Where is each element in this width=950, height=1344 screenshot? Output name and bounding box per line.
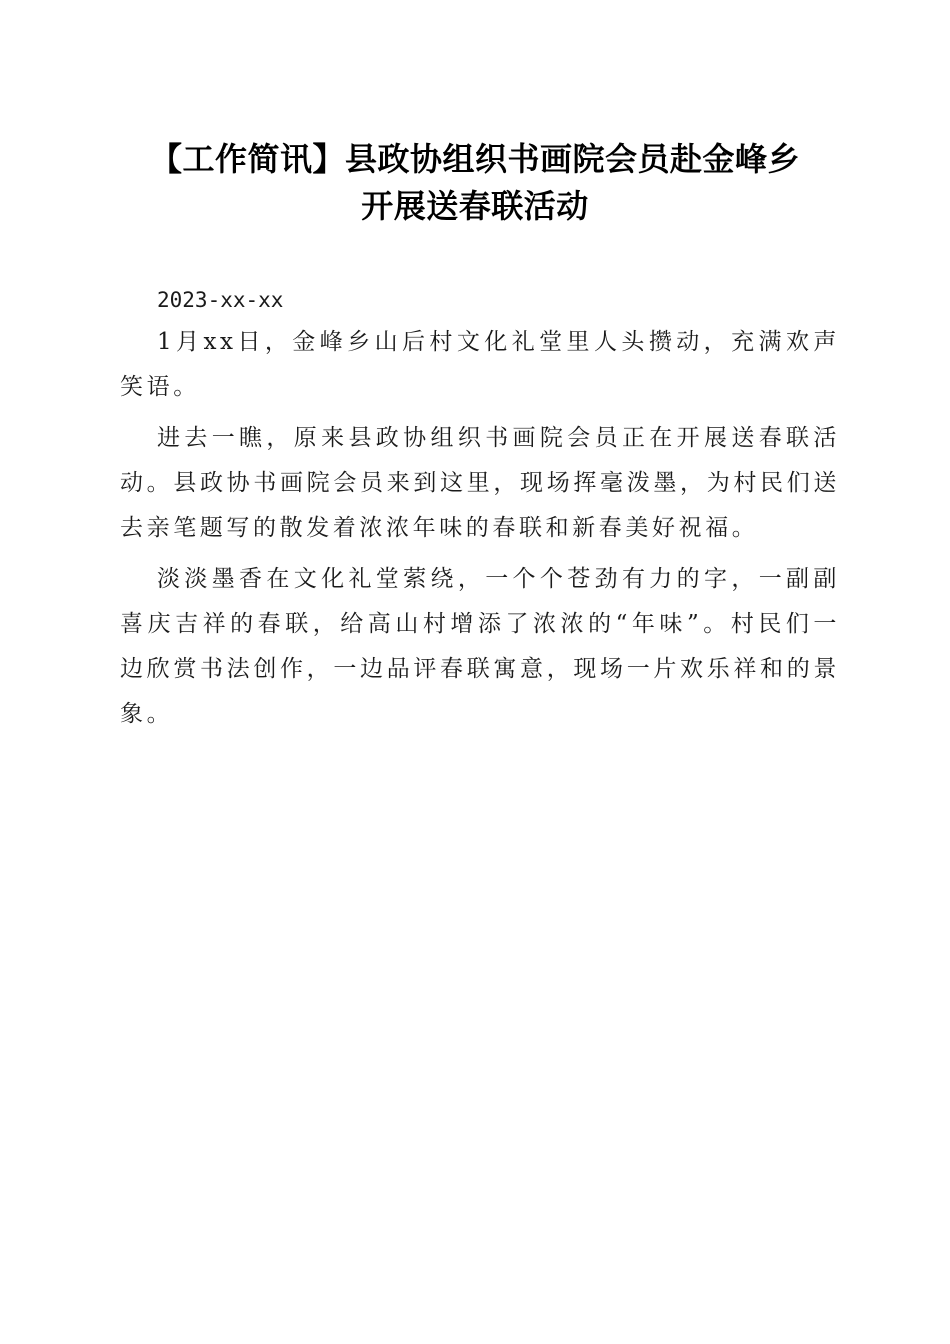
paragraph-1: 1月xx日，金峰乡山后村文化礼堂里人头攒动，充满欢声笑语。 xyxy=(120,329,840,400)
document-body xyxy=(120,281,840,743)
title-line-1: 【工作简讯】县政协组织书画院会员赴金峰乡 xyxy=(149,140,800,178)
page-title xyxy=(100,136,850,230)
paragraph-3: 淡淡墨香在文化礼堂萦绕，一个个苍劲有力的字，一副副喜庆吉祥的春联，给高山村增添了浓浓的“年味”。村民们一边欣赏书法创作，一边品评春联寓意，现场一片欢乐祥和的景象。 xyxy=(120,566,840,727)
title-line-2: 开展送春联活动 xyxy=(361,187,589,225)
publish-date: 2023-xx-xx xyxy=(157,288,284,312)
paragraph-2: 进去一瞧，原来县政协组织书画院会员正在开展送春联活动。县政协书画院会员来到这里，现场挥毫泼墨，为村民们送去亲笔题写的散发着浓浓年味的春联和新春美好祝福。 xyxy=(120,425,840,541)
